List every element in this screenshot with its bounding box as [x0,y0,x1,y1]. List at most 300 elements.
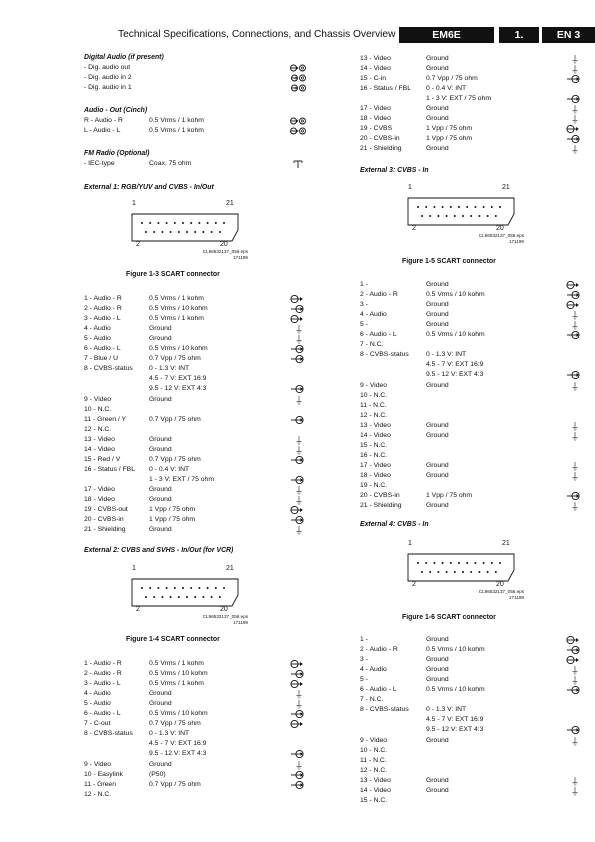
ground-icon [566,501,582,511]
pin-value: 0.5 Vrms / 10 kohm [426,331,485,339]
ground-icon [566,736,582,746]
ground-icon [566,104,582,114]
pin-value: Ground [149,760,172,768]
ground-icon [290,324,306,334]
pin-value: Ground [426,502,449,510]
ground-icon [290,699,306,709]
pin-row [84,699,306,709]
pin-label: 20 - CVBS-in [84,516,124,524]
ground-icon [290,334,306,344]
input-arrow-icon [290,475,306,485]
pin-value: 1 - 3 V: EXT / 75 ohm [149,475,214,483]
ground-icon [566,776,582,786]
section-title: FM Radio (Optional) [84,150,150,157]
pin-row [360,665,582,675]
pin-label: 3 - Audio - L [84,315,121,323]
pin-row [360,340,582,350]
pin-label: 13 - Video [360,776,391,784]
ground-icon [290,435,306,445]
pin-row [84,405,306,415]
pin-row [360,501,582,511]
pin-value: Ground [426,776,449,784]
ground-icon [290,689,306,699]
pin-row [360,796,582,806]
pin-row [360,401,582,411]
pin-row [360,685,582,695]
pin-row [84,669,306,679]
pin-row [360,360,582,370]
pin-row [84,485,306,495]
pin-label: 2 - Audio - R [360,291,398,299]
pin-row [84,790,306,800]
pin-row [360,481,582,491]
pin-row [84,364,306,374]
section-title: External 1: RGB/YUV and CVBS - In/Out [84,184,214,191]
cinch-input-icon [290,83,306,93]
pin-value: 0.7 Vpp / 75 ohm [149,415,201,423]
pin-label: 12 - N.C. [84,425,112,433]
pin-label: L - Audio - L [84,127,121,135]
pin-label: 18 - Video [360,471,391,479]
ground-icon [566,665,582,675]
page-header [0,0,595,50]
figure-date: 171199 [233,254,248,260]
pin-row [360,144,582,154]
pin-row [84,334,306,344]
pin-value: 0.7 Vpp / 75 ohm [426,75,478,83]
pin-row [84,729,306,739]
figure-filename: CL96532137_056.eps [478,233,524,238]
pin-value: 0.5 Vrms / 1 kohm [149,680,204,688]
figure-filename: CL96532137_056.eps [202,614,248,619]
pin-row [360,370,582,380]
pin-value: Ground [149,496,172,503]
pin-value: 9.5 - 12 V: EXT 4:3 [426,726,484,734]
pin-label: 12 - N.C. [84,790,112,798]
pin-value: 0.5 Vrms / 10 kohm [426,686,485,694]
figure-caption: Figure 1-6 SCART connector [402,614,496,621]
pin-value: 0 - 1.3 V: INT [426,351,467,359]
pin-value: (P50) [149,770,166,778]
pin-value: 9.5 - 12 V: EXT 4:3 [149,750,207,758]
pin-value: 1 Vpp / 75 ohm [426,135,473,143]
pin-number: 21 [226,565,234,572]
input-arrow-icon [566,290,582,300]
pin-value: 0.5 Vrms / 10 kohm [149,670,208,678]
pin-value: 0 - 0.4 V: INT [426,85,467,93]
pin-value: Ground [149,526,172,534]
pin-value: Ground [426,145,449,153]
figure-file-reference [203,249,248,260]
pin-value: 0.5 Vrms / 1 kohm [149,295,204,302]
ground-icon [566,431,582,441]
pin-label: 17 - Video [360,105,391,113]
pin-row [84,749,306,759]
pin-value: 0 - 1.3 V: INT [426,706,467,714]
pin-row [84,739,306,749]
pin-value: 0.5 Vrms / 1 kohm [149,660,204,667]
pin-value: 0.7 Vpp / 75 ohm [149,780,201,788]
pin-value: 1 Vpp / 75 ohm [149,516,196,524]
pin-row [360,421,582,431]
pin-row [360,776,582,786]
pin-label: R - Audio - R [84,117,123,124]
pin-row [84,415,306,425]
output-arrow-icon [290,314,306,324]
pin-value: 0 - 1.3 V: INT [149,730,190,738]
pin-row [84,324,306,334]
pin-row [360,290,582,300]
figure-file-reference [479,233,524,244]
pin-row [360,695,582,705]
pin-row [84,455,306,465]
ground-icon [566,54,582,64]
pin-row [360,736,582,746]
pin-row [360,64,582,74]
pin-row [84,770,306,780]
pin-number: 1 [132,200,136,207]
pin-row [84,304,306,314]
pin-label: 11 - Green / Y [84,415,127,423]
pin-row [84,294,306,304]
pin-value: 4.5 - 7 V: EXT 16:9 [426,716,484,724]
ground-icon [566,320,582,330]
pin-row [360,451,582,461]
pin-label: - Dig. audio in 1 [84,84,132,92]
output-arrow-icon [290,294,306,304]
pin-value: Ground [426,461,449,469]
input-arrow-icon [566,94,582,104]
pin-label: 7 - Blue / U [84,355,118,363]
pin-label: 17 - Video [360,461,391,469]
input-arrow-icon [290,455,306,465]
pin-label: 16 - Status / FBL [360,85,411,93]
pin-label: 19 - CVBS [360,125,393,133]
pin-row [360,94,582,104]
pin-row [360,431,582,441]
pin-row [360,645,582,655]
input-arrow-icon [290,354,306,364]
pin-row [84,374,306,384]
pin-row [84,83,306,93]
input-arrow-icon [290,344,306,354]
pin-value: 0.5 Vrms / 10 kohm [149,305,208,313]
pin-row [84,505,306,515]
pin-row [84,515,306,525]
figure-date: 171199 [233,619,248,625]
pin-row [360,280,582,290]
pin-row [84,435,306,445]
pin-value: Ground [426,281,449,288]
pin-label: 10 - Easylink [84,770,123,778]
input-arrow-icon [566,134,582,144]
pin-label: 14 - Video [360,431,391,439]
pin-row [360,310,582,320]
section-title: External 4: CVBS - In [360,521,429,528]
pin-row [360,786,582,796]
pin-value: Ground [426,115,449,123]
pin-label: 2 - Audio - R [84,670,122,678]
pin-label: 11 - Green [84,780,116,788]
pin-label: 4 - Audio [360,666,387,674]
pin-row [360,330,582,340]
pin-row [360,635,582,645]
pin-row [84,780,306,790]
pin-value: Ground [426,431,449,439]
pin-label: 10 - N.C. [360,746,388,754]
pin-value: 0.5 Vrms / 10 kohm [149,345,208,353]
pin-value: 0 - 0.4 V: INT [149,465,190,473]
pin-label: 10 - N.C. [360,391,388,399]
pin-row [84,116,306,126]
pin-value: 0.5 Vrms / 1 kohm [149,117,204,124]
pin-label: 7 - N.C. [360,341,384,349]
pin-row [360,441,582,451]
pin-row [360,84,582,94]
pin-number: 21 [502,540,510,547]
output-arrow-icon [290,719,306,729]
pin-number: 2 [136,241,140,248]
pin-value: 0.5 Vrms / 1 kohm [149,315,204,323]
scart-connector-diagram [404,540,524,610]
pin-value: Ground [426,311,449,319]
pin-value: Ground [149,335,172,343]
pin-label: 15 - Red / V [84,455,121,463]
pin-value: 1 Vpp / 75 ohm [426,125,473,133]
pin-label: 9 - Video [84,760,112,768]
pin-value: Ground [426,786,449,794]
pin-row [84,760,306,770]
pin-value: 0.7 Vpp / 75 ohm [149,720,201,728]
ground-icon [566,421,582,431]
pin-label: 16 - Status / FBL [84,465,135,473]
input-arrow-icon [566,645,582,655]
pin-label: 8 - CVBS-status [360,351,409,359]
pin-value: Ground [149,700,172,708]
output-arrow-icon [290,659,306,669]
input-arrow-icon [290,770,306,780]
pin-label: - Dig. audio out [84,64,131,71]
pin-row [84,719,306,729]
pin-label: 14 - Video [84,445,115,453]
pin-label: 8 - CVBS-status [84,365,133,373]
pin-value: Ground [149,325,172,333]
pin-number: 20 [220,606,228,613]
ground-icon [290,760,306,770]
pin-value: 0.5 Vrms / 1 kohm [149,127,204,135]
pin-value: 0.5 Vrms / 10 kohm [426,646,485,654]
input-arrow-icon [290,669,306,679]
pin-value: 1 Vpp / 75 ohm [426,492,473,500]
section-title: External 3: CVBS - In [360,167,429,174]
pin-value: Ground [149,690,172,698]
ground-icon [290,445,306,455]
figure-caption: Figure 1-3 SCART connector [126,271,220,278]
pin-value: 9.5 - 12 V: EXT 4:3 [149,385,207,393]
pin-value: 0 - 1.3 V: INT [149,365,190,373]
pin-row [360,471,582,481]
pin-row [360,766,582,776]
pin-row [84,395,306,405]
ground-icon [566,114,582,124]
pin-label: 1 - Audio - R [84,660,122,667]
pin-row [84,525,306,535]
pin-row [360,461,582,471]
pin-label: 9 - Video [360,736,388,744]
pin-value: Ground [426,321,449,329]
pin-label: 3 - Audio - L [84,680,121,688]
scart-connector-diagram [128,565,248,635]
pin-value: 4.5 - 7 V: EXT 16:9 [149,740,207,748]
figure-date: 171199 [509,594,524,600]
page-number-badge: EN 3 [542,27,595,43]
pin-value: Ground [149,485,172,493]
pin-value: 0.5 Vrms / 10 kohm [426,291,485,299]
ground-icon [566,64,582,74]
pin-row [360,756,582,766]
pin-label: 3 - [360,301,368,309]
pin-row [84,126,306,136]
pin-row [84,689,306,699]
pin-label: 1 - [360,636,368,643]
pin-row [360,655,582,665]
figure-filename: CL96532137_056.eps [478,589,524,594]
pin-row [360,746,582,756]
pin-label: 8 - CVBS-status [360,706,409,714]
pin-number: 21 [502,184,510,191]
pin-label: 6 - Audio - L [84,710,121,718]
pin-value: Ground [426,676,449,684]
page-title: Technical Specifications, Connections, and Chassis Overview [118,29,396,40]
input-arrow-icon [566,725,582,735]
pin-value: Ground [426,471,449,479]
pin-row [84,159,306,169]
pin-label: 17 - Video [84,485,115,493]
pin-label: 5 - [360,676,368,684]
pin-label: 5 - [360,321,368,329]
pin-label: 21 - Shielding [360,145,402,153]
pin-row [360,715,582,725]
pin-row [360,391,582,401]
pin-label: 19 - CVBS-out [84,506,128,514]
input-arrow-icon [566,370,582,380]
figure-file-reference [479,589,524,600]
antenna-icon [290,159,306,169]
pin-value: Ground [426,105,449,113]
pin-label: 16 - N.C. [360,451,388,459]
ground-icon [290,485,306,495]
pin-number: 2 [412,581,416,588]
cinch-input-icon [290,73,306,83]
pin-row [84,495,306,505]
output-arrow-icon [566,655,582,665]
pin-label: 6 - Audio - L [84,345,121,353]
input-arrow-icon [290,780,306,790]
pin-row [360,705,582,715]
pin-label: 19 - N.C. [360,482,388,489]
pin-value: Ground [149,445,172,453]
cinch-output-icon [290,116,306,126]
ground-icon [566,471,582,481]
pin-row [84,659,306,669]
scart-connector-diagram [128,200,248,270]
pin-label: 1 - [360,281,368,288]
pin-label: 9 - Video [360,381,388,389]
pin-number: 2 [412,225,416,232]
pin-value: Ground [149,435,172,443]
pin-row [84,63,306,73]
pin-label: 6 - Audio - L [360,331,397,339]
pin-value: Ground [426,666,449,674]
input-arrow-icon [290,304,306,314]
pin-label: 3 - [360,656,368,664]
ground-icon [566,310,582,320]
pin-label: 15 - C-in [360,75,387,83]
pin-number: 21 [226,200,234,207]
pin-label: 20 - CVBS-in [360,135,400,143]
pin-row [84,384,306,394]
pin-number: 1 [408,540,412,547]
pin-label: 4 - Audio [84,690,111,698]
pin-value: Ground [149,395,172,403]
pin-label: 7 - N.C. [360,696,384,704]
output-arrow-icon [566,280,582,290]
ground-icon [566,144,582,154]
pin-row [360,124,582,134]
pin-value: 1 - 3 V: EXT / 75 ohm [426,95,491,103]
pin-value: 0.7 Vpp / 75 ohm [149,355,201,363]
pin-label: 11 - N.C. [360,401,387,409]
input-arrow-icon [290,749,306,759]
pin-label: - IEC-type [84,160,115,167]
figure-caption: Figure 1-4 SCART connector [126,636,220,643]
output-arrow-icon [566,635,582,645]
figure-filename: CL96532137_056.eps [202,249,248,254]
input-arrow-icon [290,415,306,425]
pin-label: 14 - Video [360,786,391,794]
input-arrow-icon [566,330,582,340]
pin-row [360,134,582,144]
ground-icon [566,461,582,471]
pin-value: Ground [426,656,449,664]
pin-value: Ground [426,301,449,309]
pin-label: 14 - Video [360,65,391,73]
scart-connector-diagram [404,184,524,254]
pin-number: 1 [408,184,412,191]
model-badge: EM6E [399,27,494,43]
pin-row [84,679,306,689]
pin-label: 2 - Audio - R [84,305,122,313]
output-arrow-icon [290,505,306,515]
pin-row [360,320,582,330]
pin-label: 2 - Audio - R [360,646,398,654]
ground-icon [566,786,582,796]
pin-value: 4.5 - 7 V: EXT 16:9 [149,375,207,383]
pin-row [360,300,582,310]
output-arrow-icon [566,300,582,310]
pin-label: 21 - Shielding [84,526,126,534]
input-arrow-icon [566,74,582,84]
cinch-output-icon [290,126,306,136]
pin-label: 18 - Video [84,496,115,503]
pin-label: 1 - Audio - R [84,295,122,302]
pin-value: Ground [426,65,449,73]
figure-caption: Figure 1-5 SCART connector [402,258,496,265]
pin-value: 1 Vpp / 75 ohm [149,506,196,514]
pin-label: 18 - Video [360,115,391,123]
pin-label: 5 - Audio [84,335,111,343]
pin-row [360,54,582,64]
